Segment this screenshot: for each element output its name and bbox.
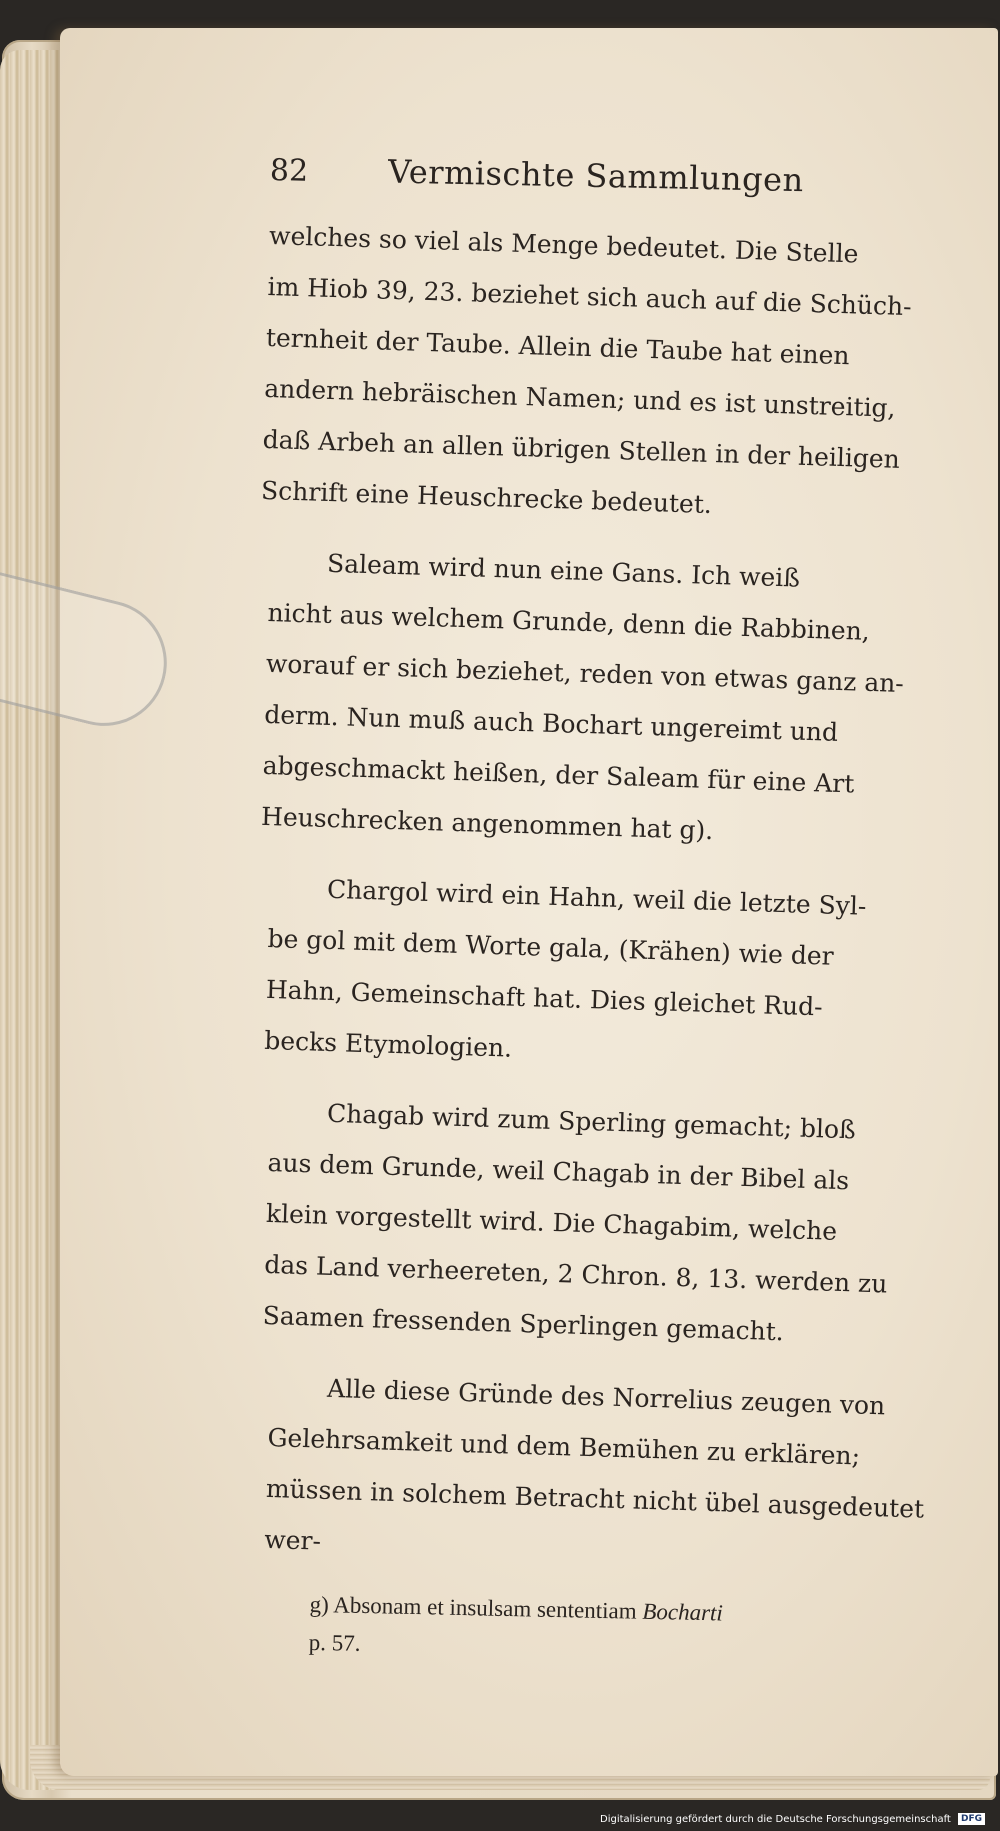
text-line: worauf er sich beziehet, reden von etwas ganz an- [265, 648, 905, 698]
text-line: Saleam wird nun eine Gans. Ich weiß [326, 548, 801, 593]
text-line: nicht aus welchem Grunde, denn die Rabbinen, [267, 597, 871, 646]
text-line: Hahn, Gemeinschaft hat. Dies gleichet Rud- [265, 974, 824, 1022]
footnote-italic: Bocharti [642, 1598, 724, 1626]
text-line: Saamen fressenden Sperlingen gemacht. [262, 1300, 785, 1347]
text-line: ternheit der Taube. Allein die Taube hat einen [265, 322, 850, 371]
text-line: Heuschrecken angenommen hat g). [260, 801, 714, 846]
text-line: klein vorgestellt wird. Die Chagabim, welche [265, 1198, 838, 1246]
text-line: Chagab wird zum Sperling gemacht; bloß [326, 1098, 857, 1145]
footnote-line-2: p. 57. [308, 1629, 361, 1656]
text-line: das Land verheereten, 2 Chron. 8, 13. werden zu [263, 1249, 888, 1299]
paragraph-1 [260, 210, 969, 538]
text-line: be gol mit dem Worte gala, (Krähen) wie der [267, 923, 835, 971]
footnote-text: Absonam et insulsam sententiam [332, 1592, 637, 1624]
text-line: daß Arbeh an allen übrigen Stellen in der heiligen [262, 424, 901, 474]
paragraph-5 [264, 1361, 970, 1587]
page-edges-left [0, 50, 64, 1790]
text-line: Schrift eine Heuschrecke bedeutet. [260, 475, 713, 520]
text-line: derm. Nun muß auch Bochart ungereimt und [263, 699, 839, 747]
paragraph-2 [260, 536, 969, 864]
text-line: andern hebräischen Namen; und es ist unstreitig, [263, 373, 896, 423]
text-line: aus dem Grunde, weil Chagab in der Bibel als [267, 1147, 850, 1196]
paragraph-4 [262, 1086, 970, 1363]
text-line: becks Etymologien. [263, 1025, 513, 1063]
text-line: Alle diese Gründe des Norrelius zeugen von [326, 1373, 886, 1421]
catchword: wer- [263, 1524, 322, 1556]
text-line: welches so viel als Menge bedeutet. Die Stelle [268, 220, 859, 269]
digitization-notice-text: Digitalisierung gefördert durch die Deutsche Forschungsgemeinschaft [600, 1814, 951, 1825]
dfg-logo: DFG [958, 1813, 985, 1825]
footnote-marker: g) [309, 1591, 330, 1618]
digitization-notice [600, 1813, 985, 1825]
text-line: Gelehrsamkeit und dem Bemühen zu erklären; [267, 1422, 861, 1471]
text-line: abgeschmackt heißen, der Saleam für eine Art [262, 750, 855, 799]
text-line: im Hiob 39, 23. beziehet sich auch auf die Schüch- [267, 271, 913, 322]
text-line: müssen in solchem Betracht nicht übel ausgedeutet [265, 1473, 925, 1524]
running-title: Vermischte Sammlungen [387, 152, 805, 200]
running-head [270, 150, 971, 203]
page-text [260, 150, 970, 1661]
page-number: 82 [269, 153, 309, 189]
paragraph-3 [264, 862, 970, 1088]
text-line: Chargol wird ein Hahn, weil die letzte Syl- [326, 874, 867, 921]
footnote [268, 1585, 969, 1676]
